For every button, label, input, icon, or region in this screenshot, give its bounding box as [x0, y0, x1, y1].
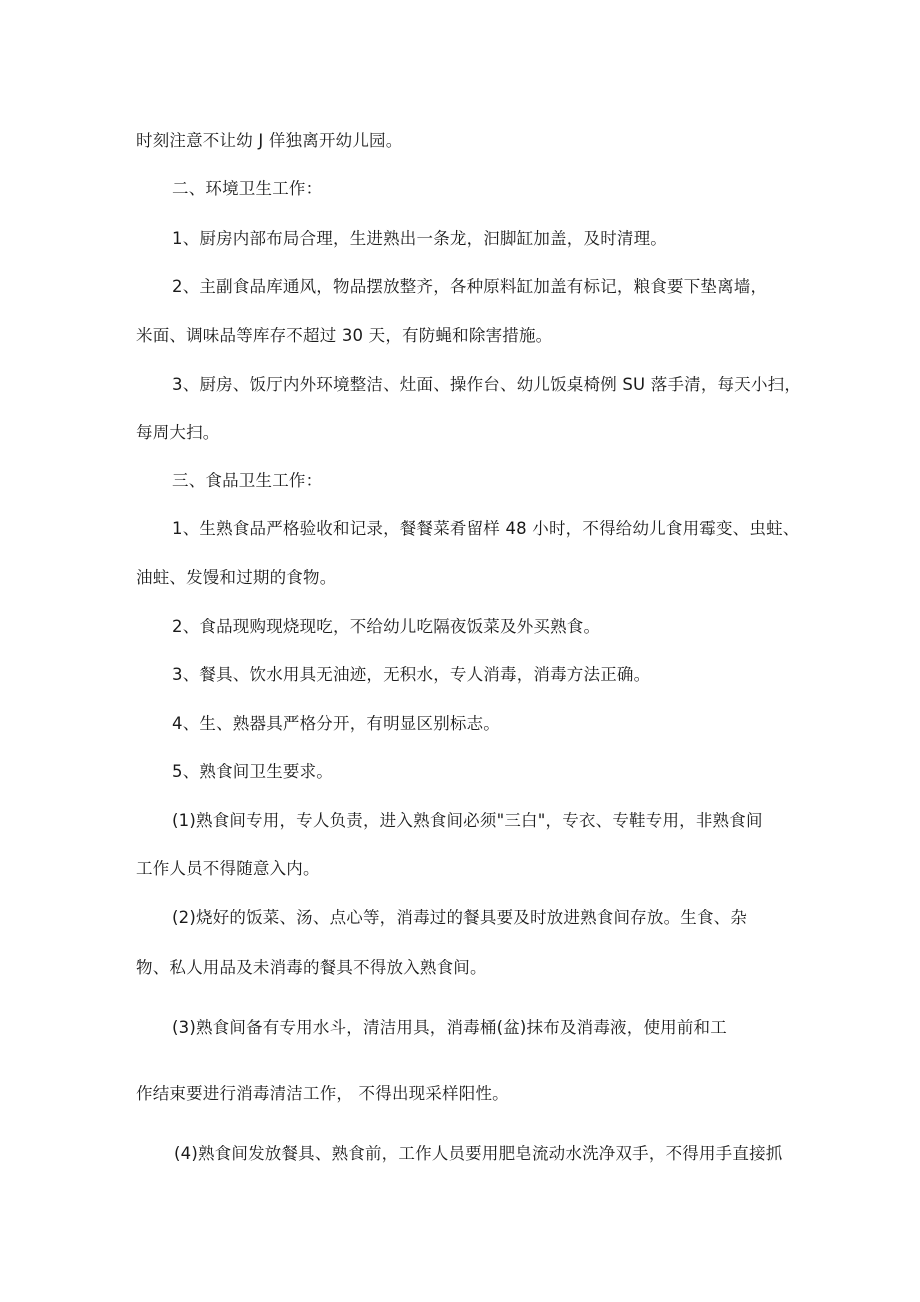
text-line: 1、厨房内部布局合理，生进熟出一条龙，汩脚缸加盖，及时清理。 [172, 229, 667, 248]
text-line: 5、熟食间卫生要求。 [172, 762, 333, 781]
text-line: (2)烧好的饭菜、汤、点心等，消毒过的餐具要及时放进熟食间存放。生食、杂 [172, 908, 748, 927]
text-line: 时刻注意不让幼 J 佯独离开幼儿园。 [136, 131, 403, 150]
text-line: 作结束要进行消毒清洁工作， 不得出现采样阳性。 [136, 1084, 509, 1103]
text-line: 米面、调味品等库存不超过 30 天，有防蝇和除害措施。 [136, 326, 553, 345]
text-line: 2、主副食品库通风，物品摆放整齐，各种原料缸加盖有标记，粮食要下垫离墙， [172, 277, 768, 296]
section-heading: 二、环境卫生工作： [172, 179, 323, 198]
text-line: 油蛀、发馒和过期的食物。 [136, 568, 337, 587]
text-line: 每周大扫。 [136, 423, 220, 442]
text-line: 3、厨房、饭厅内外环境整洁、灶面、操作台、幼儿饭桌椅例 SU 落手清，每天小扫， [172, 375, 802, 394]
text-line: 2、食品现购现烧现吃，不给幼儿吃隔夜饭菜及外买熟食。 [172, 617, 601, 636]
text-line: 3、餐具、饮水用具无油迹，无积水，专人消毒，消毒方法正确。 [172, 665, 651, 684]
text-line: (1)熟食间专用，专人负责，进入熟食间必须"三白"，专衣、专鞋专用，非熟食间 [172, 811, 763, 830]
text-line: 1、生熟食品严格验收和记录，餐餐菜肴留样 48 小时，不得给幼儿食用霉变、虫蛀、 [172, 519, 800, 538]
section-heading: 三、食品卫生工作： [172, 471, 323, 490]
text-line: 物、私人用品及未消毒的餐具不得放入熟食间。 [136, 958, 487, 977]
text-line: 工作人员不得随意入内。 [136, 859, 320, 878]
text-line: 4、生、熟器具严格分开，有明显区别标志。 [172, 714, 500, 733]
text-line: (3)熟食间备有专用水斗，清洁用具，消毒桶(盆)抹布及消毒液，使用前和工 [172, 1018, 727, 1037]
text-line: (4)熟食间发放餐具、熟食前，工作人员要用肥皂流动水洗净双手，不得用手直接抓 [174, 1144, 783, 1163]
